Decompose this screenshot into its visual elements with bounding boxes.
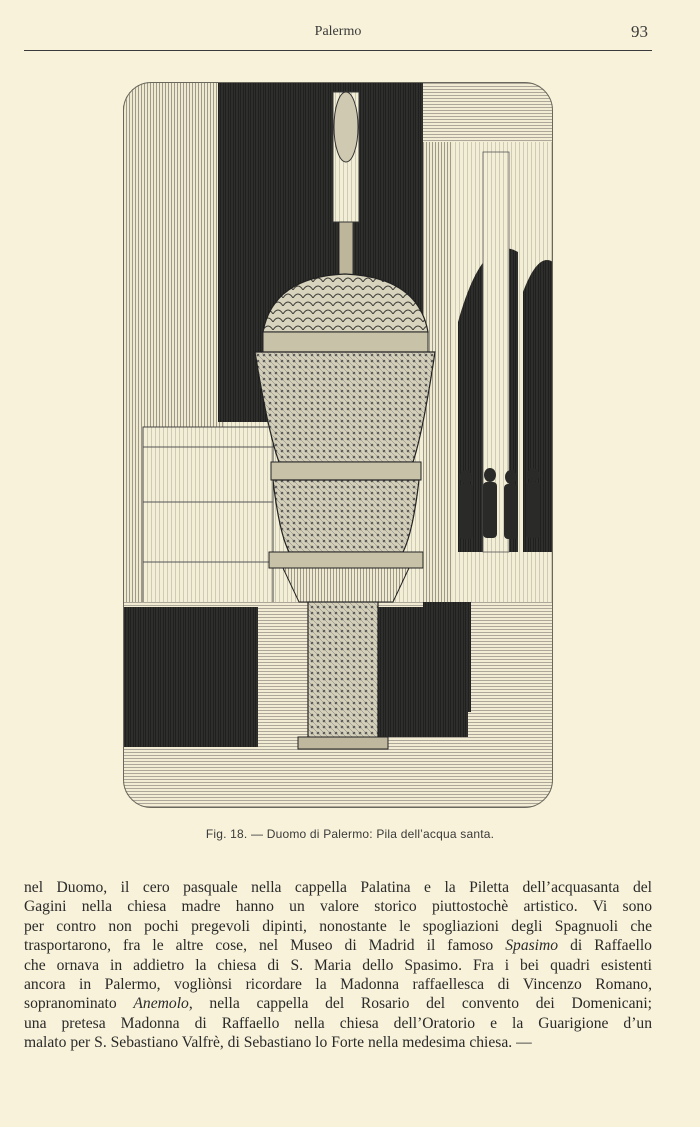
running-header [24,22,652,51]
figure-caption: Fig. 18. — Duomo di Palermo: Pila dell’acqua santa. [205,827,495,841]
text-segment: malato per S. Sebastiano Valfrè, di Sebastiano lo Forte nella medesima chiesa. — [24,1034,532,1052]
page-number: 93 [631,22,648,41]
text-segment: per contro non pochi pregevoli dipinti, nonostante le spogliazioni degli Spagnuoli che [24,917,652,935]
text-segment: una pretesa Madonna di Raffaello nella chiesa dell’Oratorio e la Guarigione d’un [24,1014,652,1032]
engraving-holy-water-font [123,82,553,808]
italic-title: Spasimo [505,937,559,955]
text-line [24,1033,652,1052]
text-line [24,975,652,994]
text-segment: di Raffaello [558,937,652,955]
text-line [24,936,652,955]
text-segment: trasportarono, fra le altre cose, nel Museo di Madrid il famoso [24,937,506,955]
body-text [24,878,652,1053]
text-line [24,897,652,916]
text-segment: che ornava in addietro la chiesa di S. Maria dello Spasimo. Fra i bei quadri esistenti [24,956,652,974]
italic-title: Anemolo [133,995,189,1013]
text-segment: Gagini nella chiesa madre hanno un valore storico piuttostochè artistico. Vi sono [24,898,652,916]
text-line [24,878,652,897]
text-segment: sopranominato [24,995,134,1013]
text-segment: nel Duomo, il cero pasquale nella cappella Palatina e la Piletta dell’acquasanta del [24,879,652,896]
text-line [24,956,652,975]
text-segment: ancora in Palermo, vogliònsi ricordare la Madonna raffaellesca di Vincenzo Romano, [24,976,652,994]
text-line [24,917,652,936]
running-title: Palermo [314,24,362,39]
text-line [24,1014,652,1033]
text-segment: , nella cappella del Rosario del convento dei Domenicani; [188,995,652,1013]
engraving-illustration [123,82,553,808]
text-line [24,994,652,1013]
